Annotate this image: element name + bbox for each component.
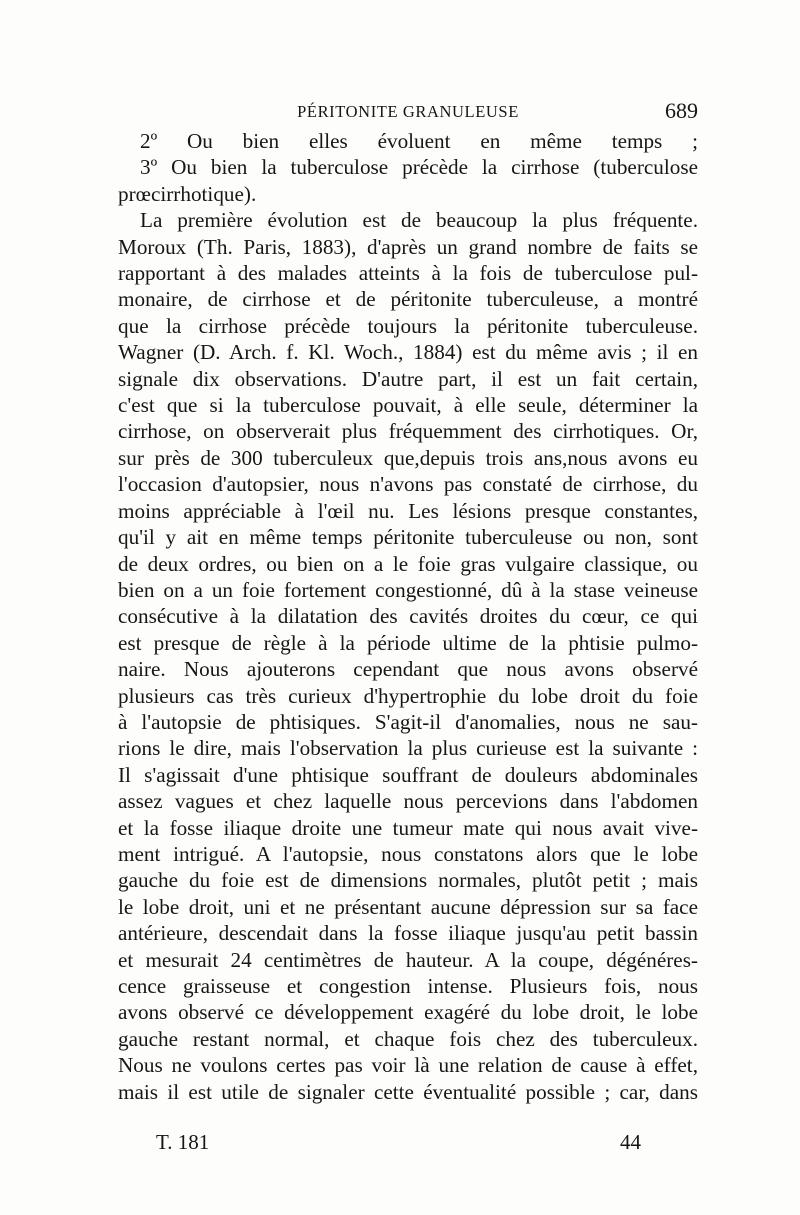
text-line: est presque de règle à la période ultime de la phtisie pulmo-	[118, 630, 698, 655]
text-line: avons observé ce développement exagéré du lobe droit, le lobe	[118, 1000, 698, 1025]
text-line: gauche du foie est de dimensions normales, plutôt petit ; mais	[118, 868, 698, 893]
text-line: et la fosse iliaque droite une tumeur mate qui nous avait vive-	[118, 815, 698, 840]
text-line: qu'il y ait en même temps péritonite tuberculeuse ou non, sont	[118, 525, 698, 550]
running-title: PÉRITONITE GRANULEUSE	[297, 102, 519, 121]
text-line: à l'autopsie de phtisiques. S'agit-il d'anomalies, nous ne sau-	[118, 709, 698, 734]
text-line: que la cirrhose précède toujours la péritonite tuberculeuse.	[118, 313, 698, 338]
text-line: 2º Ou bien elles évoluent en même temps ;	[140, 129, 698, 153]
text-line: mais il est utile de signaler cette éventualité possible ; car, dans	[118, 1079, 698, 1104]
text-line: bien on a un foie fortement congestionné, dû à la stase veineuse	[118, 577, 698, 602]
page-footer	[156, 1130, 641, 1160]
text-line: c'est que si la tuberculose pouvait, à elle seule, déterminer la	[118, 393, 698, 418]
text-line: le lobe droit, uni et ne présentant aucune dépression sur sa face	[118, 894, 698, 919]
text-line: ment intrigué. A l'autopsie, nous constatons alors que le lobe	[118, 841, 698, 866]
text-line: 3º Ou bien la tuberculose précède la cirrhose (tuberculose	[140, 155, 698, 180]
text-line: naire. Nous ajouterons cependant que nous avons observé	[118, 657, 698, 682]
text-line: gauche restant normal, et chaque fois chez des tuberculeux.	[118, 1026, 698, 1051]
text-line: rapportant à des malades atteints à la fois de tuberculose pul-	[118, 261, 698, 286]
text-line: La première évolution est de beaucoup la plus fréquente.	[140, 208, 698, 233]
printer-signature: T. 181	[156, 1130, 210, 1154]
text-line: Nous ne voulons certes pas voir là une relation de cause à effet,	[118, 1053, 698, 1078]
text-line: rions le dire, mais l'observation la plus curieuse est la suivante :	[118, 736, 698, 761]
text-line: cence graisseuse et congestion intense. Plusieurs fois, nous	[118, 974, 698, 998]
text-line: Il s'agissait d'une phtisique souffrant de douleurs abdominales	[118, 762, 698, 787]
text-line: assez vagues et chez laquelle nous percevions dans l'abdomen	[118, 789, 698, 814]
sheet-number: 44	[620, 1130, 641, 1154]
page-header	[118, 98, 698, 128]
text-line: l'occasion d'autopsier, nous n'avons pas constaté de cirrhose, du	[118, 472, 698, 497]
text-line: moins appréciable à l'œil nu. Les lésions presque constantes,	[118, 498, 698, 523]
body-text	[118, 128, 698, 1105]
text-line: et mesurait 24 centimètres de hauteur. A la coupe, dégénéres-	[118, 947, 698, 972]
text-line: antérieure, descendait dans la fosse iliaque jusqu'au petit bassin	[118, 921, 698, 946]
text-line: Moroux (Th. Paris, 1883), d'après un grand nombre de faits se	[118, 234, 698, 259]
text-line: Wagner (D. Arch. f. Kl. Woch., 1884) est du même avis ; il en	[118, 340, 698, 365]
text-line: de deux ordres, ou bien on a le foie gras vulgaire classique, ou	[118, 551, 698, 576]
text-line: consécutive à la dilatation des cavités droites du cœur, ce qui	[118, 604, 698, 629]
page-number: 689	[665, 98, 698, 123]
text-line: signale dix observations. D'autre part, il est un fait certain,	[118, 366, 698, 391]
text-line: prœcirrhotique).	[118, 181, 257, 206]
text-line: sur près de 300 tuberculeux que,depuis trois ans,nous avons eu	[118, 445, 698, 470]
text-line: cirrhose, on observerait plus fréquemment des cirrhotiques. Or,	[118, 419, 698, 444]
text-line: plusieurs cas très curieux d'hypertrophie du lobe droit du foie	[118, 683, 698, 708]
text-line: monaire, de cirrhose et de péritonite tuberculeuse, a montré	[118, 287, 698, 312]
